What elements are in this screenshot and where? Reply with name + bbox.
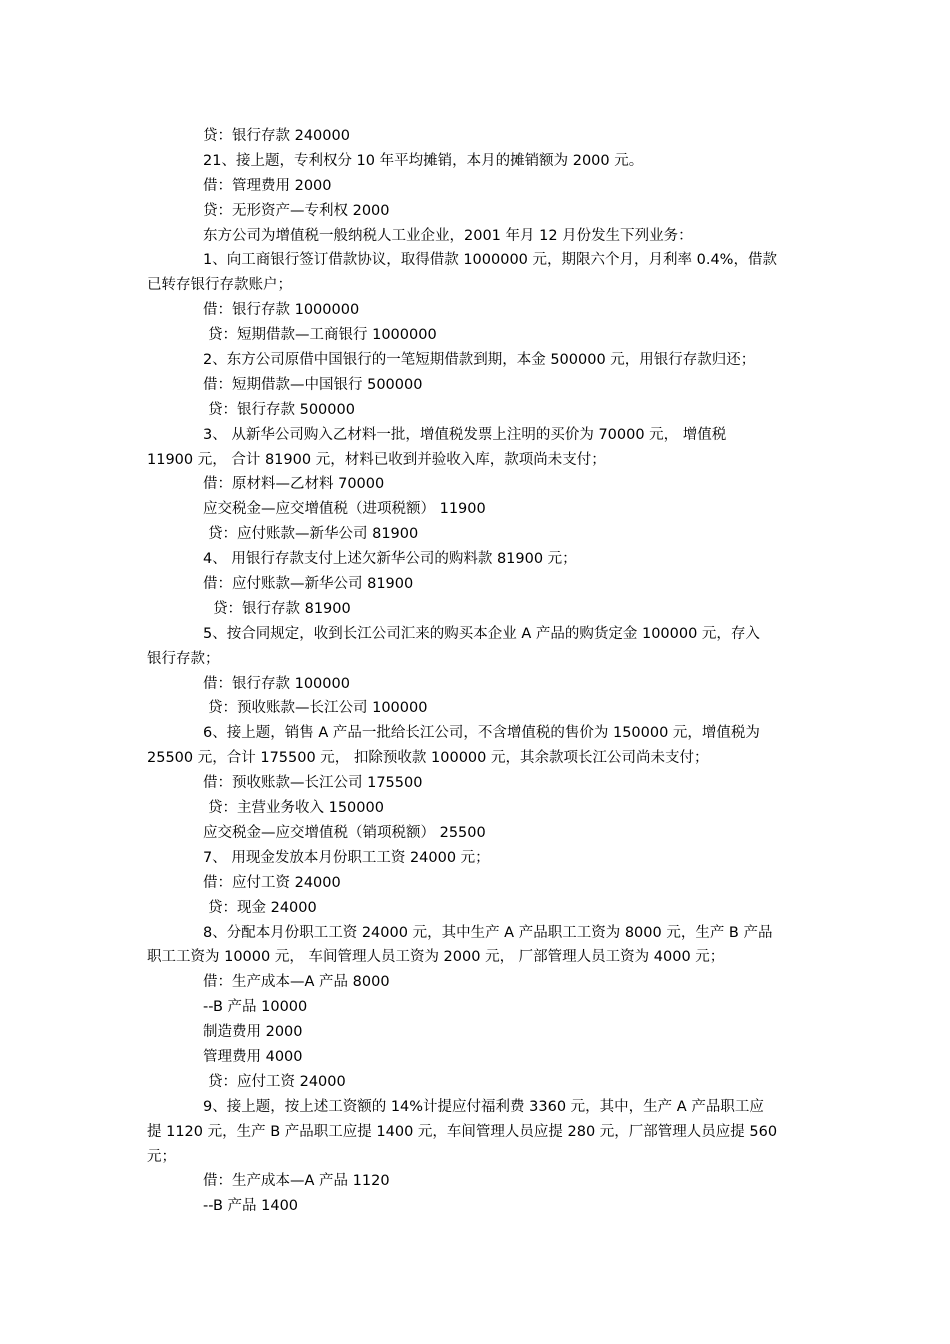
text-line: 应交税金—应交增值税（进项税额） 11900 (203, 501, 486, 518)
text-line: 元； (147, 1148, 176, 1165)
text-line: 21、接上题，专利权分 10 年平均摊销，本月的摊销额为 2000 元。 (203, 152, 644, 169)
text-line: 贷：无形资产—专利权 2000 (203, 202, 390, 219)
text-line: 管理费用 4000 (203, 1048, 303, 1065)
text-line: 借：管理费用 2000 (203, 177, 332, 194)
text-line: 借：银行存款 1000000 (203, 302, 360, 319)
text-line: --B 产品 10000 (203, 999, 308, 1016)
document-body (147, 124, 807, 1219)
text-line: 9、接上题，按上述工资额的 14%计提应付福利费 3360 元，其中，生产 A 产品职工应 (203, 1098, 764, 1115)
text-line: 提 1120 元，生产 B 产品职工应提 1400 元，车间管理人员应提 280 元，厂部管理人员应提 560 (147, 1123, 778, 1140)
text-line: 5、按合同规定，收到长江公司汇来的购买本企业 A 产品的购货定金 100000 元，存入 (203, 625, 760, 642)
text-line: 借：银行存款 100000 (203, 675, 350, 692)
text-line: --B 产品 1400 (203, 1198, 299, 1215)
text-line: 借：预收账款—长江公司 175500 (203, 775, 423, 792)
text-line: 贷：银行存款 240000 (203, 128, 350, 144)
text-line: 东方公司为增值税一般纳税人工业企业，2001 年月 12 月份发生下列业务： (203, 227, 693, 244)
text-line: 借：原材料—乙材料 70000 (203, 476, 385, 493)
text-line: 贷：银行存款 81900 (213, 600, 351, 617)
text-line: 银行存款； (147, 650, 220, 667)
text-line: 借：生产成本—A 产品 8000 (203, 974, 390, 991)
text-line: 6、接上题，销售 A 产品一批给长江公司，不含增值税的售价为 150000 元，增值税为 (203, 725, 760, 742)
text-line: 职工工资为 10000 元， 车间管理人员工资为 2000 元， 厂部管理人员工资为 4000 元； (147, 949, 725, 966)
text-line: 贷：现金 24000 (208, 899, 317, 916)
text-line: 1、向工商银行签订借款协议，取得借款 1000000 元，期限六个月，月利率 0.4%，借款 (203, 252, 777, 269)
text-line: 借：生产成本—A 产品 1120 (203, 1173, 390, 1190)
text-line: 4、 用银行存款支付上述欠新华公司的购料款 81900 元； (203, 551, 577, 568)
text-line: 贷：主营业务收入 150000 (208, 800, 384, 817)
text-line: 借：短期借款—中国银行 500000 (203, 376, 423, 393)
text-line: 贷：银行存款 500000 (208, 401, 355, 418)
text-line: 贷：应付工资 24000 (208, 1073, 346, 1090)
text-line: 2、东方公司原借中国银行的一笔短期借款到期，本金 500000 元，用银行存款归还； (203, 352, 756, 369)
text-line: 借：应付账款—新华公司 81900 (203, 576, 414, 593)
text-line: 借：应付工资 24000 (203, 874, 341, 891)
text-line: 25500 元，合计 175500 元， 扣除预收款 100000 元，其余款项长江公司尚未支付； (147, 750, 709, 767)
text-line: 3、 从新华公司购入乙材料一批，增值税发票上注明的买价为 70000 元， 增值税 (203, 426, 727, 443)
text-line: 已转存银行存款账户； (147, 277, 292, 294)
text-line: 贷：短期借款—工商银行 1000000 (208, 327, 437, 344)
text-line: 制造费用 2000 (203, 1024, 303, 1041)
text-line: 8、分配本月份职工工资 24000 元，其中生产 A 产品职工工资为 8000 元，生产 B 产品 (203, 924, 773, 941)
text-line: 贷：应付账款—新华公司 81900 (208, 526, 419, 543)
text-line: 11900 元， 合计 81900 元，材料已收到并验收入库，款项尚未支付； (147, 451, 606, 468)
text-line: 应交税金—应交增值税（销项税额） 25500 (203, 824, 486, 841)
text-line: 贷：预收账款—长江公司 100000 (208, 700, 428, 717)
text-line: 7、 用现金发放本月份职工工资 24000 元； (203, 849, 490, 866)
